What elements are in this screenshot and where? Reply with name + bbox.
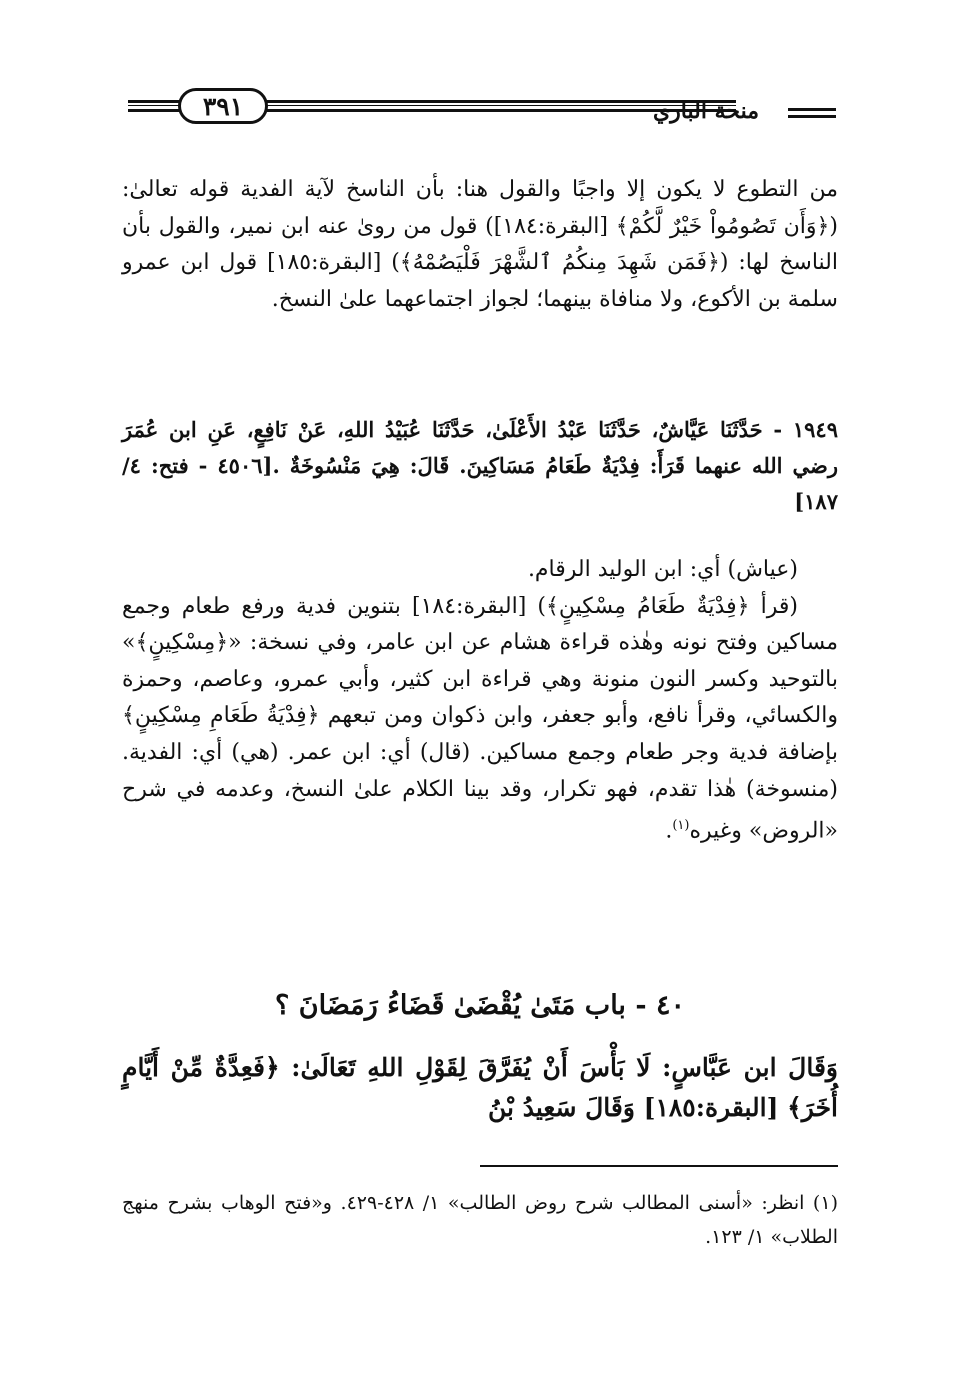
running-title: منحة الباري	[652, 98, 760, 124]
footnote-marker: (١)	[672, 818, 690, 834]
explanation-block	[122, 552, 838, 850]
page-number: ٣٩١	[178, 88, 268, 124]
footnote: (١) انظر: «أسنى المطالب شرح روض الطالب» ١/ ٤٢٨-٤٢٩. و«فتح الوهاب بشرح منهج الطلاب» ١/ ١٢٣.	[122, 1192, 838, 1248]
chapter-title: ٤٠ - باب مَتَىٰ يُقْضَىٰ قَضَاءُ رَمَضَانَ ؟	[275, 990, 685, 1021]
explanation-reading-text: (قرأ ﴿فِدْيَةٌ طَعَامُ مِسْكِينٍ﴾) [البقرة:١٨٤] بتنوين فدية ورفع طعام وجمع مساكين وفتح نونه وهٰذه قراءة هشام عن ابن عامر، وفي نسخة: «﴿مِسْكِينٍ﴾» بالتوحيد وكسر النون منونة وهي قراءة ابن كثير، وأبي عمرو، وعاصم، وحمزة والكسائي، وقرأ نافع، وأبو جعفر، وابن ذكوان ومن تبعهم ﴿فِدْيَةُ طَعَامِ مِسْكِينٍ﴾ بإضافة فدية وجر طعام وجمع مساكين. (قال) أي: ابن عمر. (هي) أي: الفدية. (منسوخة) هٰذا تقدم، فهو تكرار، وقد بينا الكلام علىٰ النسخ، وعدمه في شرح «الروض» وغيره	[122, 593, 838, 844]
explanation-narrator: (عياش) أي: ابن الوليد الرقام.	[527, 557, 798, 582]
page-header	[128, 88, 836, 148]
chapter-body: وَقَالَ ابن عَبَّاسٍ: لَا بَأْسَ أَنْ يُفَرَّقَ لِقَوْلِ اللهِ تَعَالَىٰ: ﴿فَعِدَّةٌ مِّنْ أَيَّامٍ أُخَرَ﴾ [البقرة:١٨٥] وَقَالَ سَعِيدُ بْنُ	[122, 1053, 838, 1122]
commentary-text: من التطوع لا يكون إلا واجبًا والقول هنا: بأن الناسخ لآية الفدية قوله تعالىٰ: (﴿وَأَن تَصُومُواْ خَيْرٌ لَّكُمْ﴾ [البقرة:١٨٤]) قول من روىٰ عنه ابن نمير، والقول بأن الناسخ لها: (﴿فَمَن شَهِدَ مِنكُمُ ٱلشَّهْرَ فَلْيَصُمْهُ﴾) [البقرة:١٨٥] قول ابن عمرو سلمة بن الأكوع، ولا منافاة بينهما؛ لجواز اجتماعهما علىٰ النسخ.	[122, 177, 838, 312]
footnote-separator	[480, 1165, 838, 1167]
commentary-paragraph	[122, 172, 838, 318]
header-rule-right	[788, 108, 836, 118]
explanation-reading-end: .	[665, 818, 673, 844]
hadith-text: ١٩٤٩ - حَدَّثَنَا عَيَّاشٌ، حَدَّثَنَا عَبْدُ الأَعْلَىٰ، حَدَّثَنَا عُبَيْدُ اللهِ، عَنْ نَافِعٍ، عَنِ ابن عُمَرَ رضي الله عنهما قَرَأَ: فِدْيَةٌ طَعَامُ مَسَاكِينَ. قَالَ: هِيَ مَنْسُوخَةٌ .[٤٥٠٦ - فتح: ٤/ ١٨٧]	[122, 417, 838, 514]
explanation-reading	[122, 589, 838, 850]
